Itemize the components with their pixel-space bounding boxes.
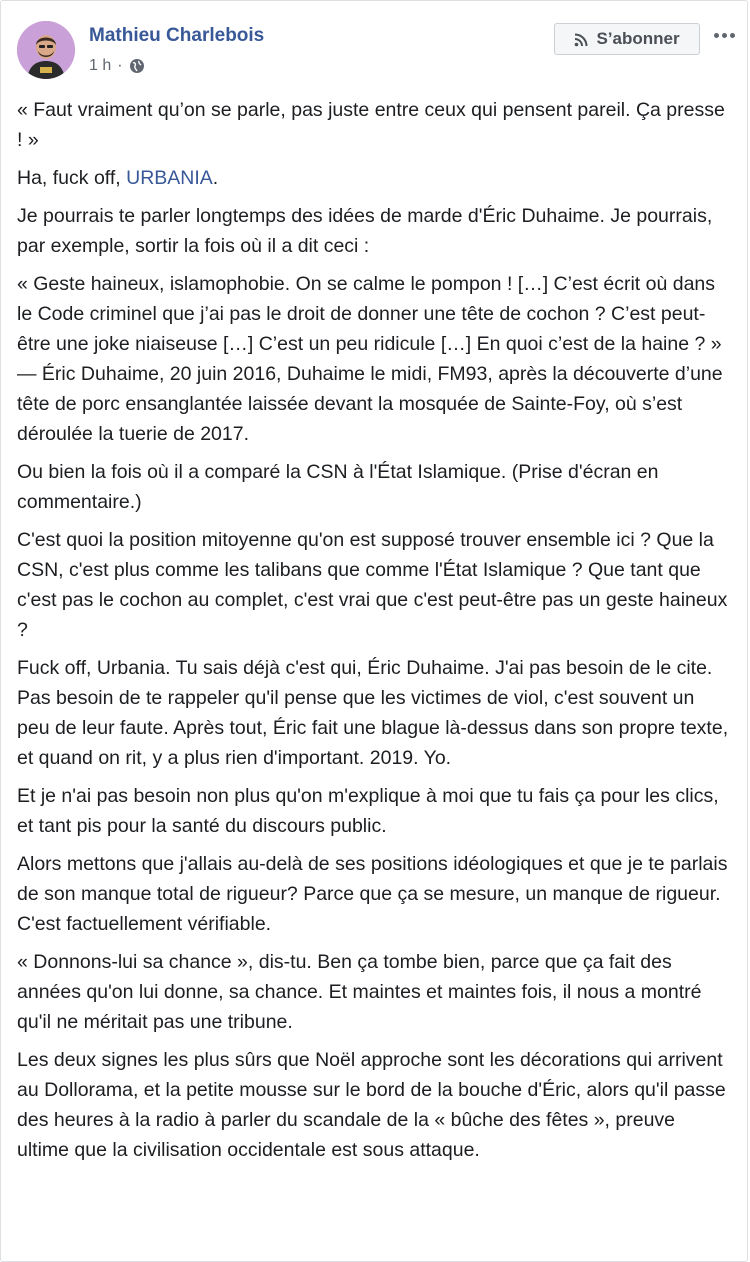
- post-time[interactable]: 1 h: [89, 57, 112, 74]
- post-paragraph: Et je n'ai pas besoin non plus qu'on m'explique à moi que tu fais ça pour les clics, et tant pis pour la santé du discours public.: [17, 785, 719, 837]
- paragraph-text: .: [212, 167, 219, 189]
- post-paragraph: C'est quoi la position mitoyenne qu'on est supposé trouver ensemble ici ? Que la CSN, c'est plus comme les talibans que comme l'État Islamique ? Que tant que c'est pas le cochon au complet, c'est vrai que c'est peut-être pas un geste haineux ?: [17, 529, 728, 641]
- post-paragraph: « Donnons-lui sa chance », dis-tu. Ben ça tombe bien, parce que ça fait des années qu'on lui donne, sa chance. Et maintes et maintes fois, il nous a montré qu'il ne méritait pas une tribune.: [17, 951, 702, 1033]
- rss-icon: [574, 32, 588, 46]
- post-meta: [89, 57, 145, 75]
- subscribe-label: S’abonner: [596, 29, 680, 48]
- post-paragraph: Les deux signes les plus sûrs que Noël approche sont les décorations qui arrivent au Dollorama, et la petite mousse sur le bord de la bouche d'Éric, alors qu'il passe des heures à la radio à parler du scandale de la « bûche des fêtes », preuve ultime que la civilisation occidentale est sous attaque.: [17, 1049, 726, 1161]
- post-paragraph: Ou bien la fois où il a comparé la CSN à l'État Islamique. (Prise d'écran en commentaire.): [17, 461, 659, 513]
- post-header: [1, 1, 747, 91]
- post-quote: [17, 269, 731, 449]
- avatar[interactable]: [17, 21, 75, 79]
- meta-separator: ·: [117, 57, 123, 74]
- subscribe-button[interactable]: [554, 23, 700, 55]
- post-body: [1, 91, 747, 1165]
- paragraph-text: Ha, fuck off,: [17, 167, 127, 189]
- post-paragraph: Je pourrais te parler longtemps des idées de marde d'Éric Duhaime. Je pourrais, par exemple, sortir la fois où il a dit ceci :: [17, 205, 713, 257]
- quote-text: « Geste haineux, islamophobie. On se calme le pompon ! […] C’est écrit où dans le Code criminel que j’ai pas le droit de donner une tête de cochon ? C’est peut-être une joke niaiseuse […] C’est un peu ridicule […] En quoi c’est de la haine ? »: [17, 273, 722, 355]
- more-options-icon[interactable]: [711, 23, 737, 47]
- post-paragraph: « Faut vraiment qu’on se parle, pas juste entre ceux qui pensent pareil. Ça presse ! »: [17, 99, 725, 151]
- post-paragraph: Fuck off, Urbania. Tu sais déjà c'est qui, Éric Duhaime. J'ai pas besoin de le cite. Pas besoin de te rappeler qu'il pense que les victimes de viol, c'est souvent un peu de leur faute. Après tout, Éric fait une blague là-dessus dans son propre texte, et quand on rit, y a plus rien d'important. 2019. Yo.: [17, 657, 729, 769]
- author-name[interactable]: Mathieu Charlebois: [89, 25, 265, 46]
- quote-attribution: — Éric Duhaime, 20 juin 2016, Duhaime le midi, FM93, après la découverte d’une tête de porc ensanglantée laissée devant la mosquée de Sainte-Foy, où s’est déroulée la tuerie de 2017.: [17, 363, 723, 445]
- post-paragraph: Alors mettons que j'allais au-delà de ses positions idéologiques et que je te parlais de son manque total de rigueur? Parce que ça se mesure, un manque de rigueur. C'est factuellement vérifiable.: [17, 853, 728, 935]
- urbania-link[interactable]: URBANIA: [126, 167, 213, 189]
- globe-icon[interactable]: [129, 58, 145, 74]
- post-paragraph: [17, 163, 731, 193]
